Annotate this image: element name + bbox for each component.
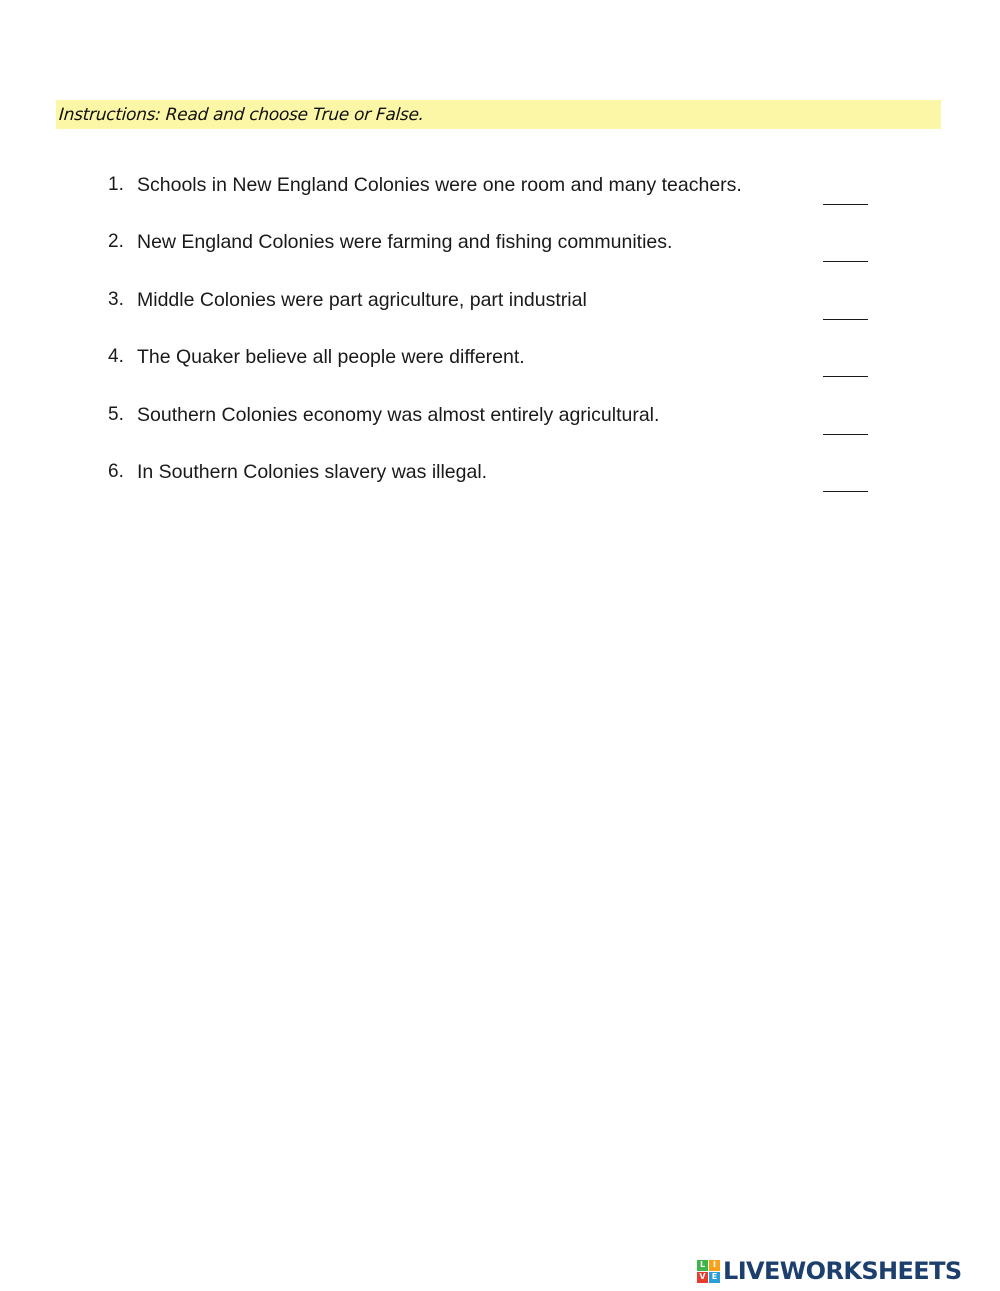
question-text: The Quaker believe all people were different. xyxy=(137,346,525,369)
question-number: 2. xyxy=(108,231,124,253)
answer-blank-1[interactable] xyxy=(823,180,868,205)
question-text: Southern Colonies economy was almost entirely agricultural. xyxy=(137,403,660,426)
answer-blank-5[interactable] xyxy=(823,410,868,435)
question-item-5 xyxy=(108,398,878,455)
question-text: Middle Colonies were part agriculture, part industrial xyxy=(137,288,587,311)
answer-blank-4[interactable] xyxy=(823,352,868,377)
liveworksheets-logo-icon xyxy=(697,1260,720,1283)
liveworksheets-wordmark: LIVEWORKSHEETS xyxy=(723,1257,962,1285)
answer-blank-6[interactable] xyxy=(823,467,868,492)
instructions-banner xyxy=(56,100,941,129)
logo-letter-v: V xyxy=(697,1272,708,1283)
question-number: 5. xyxy=(108,403,124,425)
logo-letter-e: E xyxy=(709,1272,720,1283)
question-number: 1. xyxy=(108,174,124,195)
question-item-1 xyxy=(108,168,878,225)
question-number: 3. xyxy=(108,288,124,310)
logo-letter-i: I xyxy=(709,1260,720,1271)
liveworksheets-brand xyxy=(697,1256,962,1286)
question-item-4 xyxy=(108,340,878,397)
logo-letter-l: L xyxy=(697,1260,708,1271)
answer-blank-3[interactable] xyxy=(823,295,868,320)
answer-blank-2[interactable] xyxy=(823,237,868,262)
question-item-3 xyxy=(108,283,878,340)
question-text: Schools in New England Colonies were one room and many teachers. xyxy=(137,174,742,196)
question-number: 4. xyxy=(108,346,124,368)
question-text: In Southern Colonies slavery was illegal. xyxy=(137,460,488,483)
instructions-text: Instructions: Read and choose True or False. xyxy=(58,104,425,125)
question-list xyxy=(108,168,878,512)
question-item-6 xyxy=(108,455,878,512)
question-number: 6. xyxy=(108,460,124,482)
question-text: New England Colonies were farming and fishing communities. xyxy=(137,231,673,254)
question-item-2 xyxy=(108,225,878,282)
